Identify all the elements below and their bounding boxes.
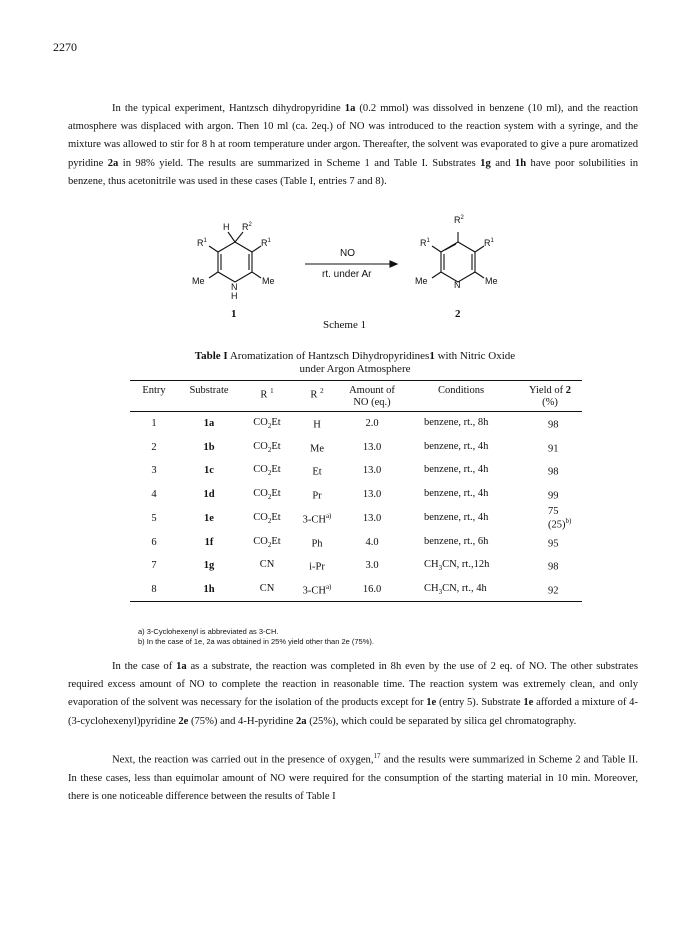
cell-r1: CN [259,582,275,594]
cell-amount: 13.0 [362,488,382,500]
cell-entry: 5 [151,512,157,524]
cell-r2: Pr [312,490,322,501]
cell-r2: Et [312,466,322,478]
header-r1: R $^1$ [260,387,274,401]
cell-entry: 7 [151,560,157,572]
cell-yield: 99 [548,490,559,501]
table-row [130,506,582,531]
cell-r1: $CO_2Et$ [253,464,281,478]
cell-yield: 91 [548,443,559,454]
cell-substrate: 1e [204,512,214,524]
cell-entry: 8 [151,583,157,595]
header-substrate: Substrate [189,385,229,396]
cell-amount: 13.0 [362,512,382,524]
page-number: 2270 [53,40,77,54]
cell-yield: 95 [548,538,559,549]
footnote-b: b) In the case of 1e, 2a was obtained in 25% yield other than 2e (75%). [138,637,374,646]
reagent-label: NO [340,248,355,259]
results-table [130,380,582,602]
table-row [130,578,582,602]
cell-r1: $CO_2Et$ [253,511,281,525]
compound-2-label: 2 [455,308,461,320]
header-yield: Yield of 2 (%) [529,385,571,408]
methyl-label-right: Me [262,276,275,286]
table-row [130,483,582,507]
cell-amount: 3.0 [365,560,379,572]
cell-substrate: 1d [203,488,215,500]
cell-conditions: benzene, rt., 6h [424,535,489,547]
table-title: Table I Aromatization of Hantzsch Dihydropyridines1 with Nitric Oxide under Argon Atmosphere [194,350,516,375]
table-row [130,531,582,555]
cell-r1: $CO_2Et$ [253,417,281,431]
header-r2: R $^2$ [310,387,324,401]
cell-substrate: 1c [204,465,214,477]
r1-label-right: $R^1$ [484,238,494,248]
table-row [130,412,582,436]
cell-substrate: 1f [204,536,214,548]
header-conditions: Conditions [437,385,485,396]
discussion-paragraph: In the case of 1a as a substrate, the reaction was completed in 8h even by the use of 2 eq. of NO. The other substrates required excess amount of NO to complete the reaction in reasonable time. The reaction system was extremely clean, and only evaporation of the solvent was necessary for the isolation of the products except for 1e (entry 5). Substrate 1e afforded a mixture of 4-(3-cyclohexenyl)pyridine 2e (75%) and 4-H-pyridine 2a (25%), which could be separated by silica gel chromatography. [68,661,638,727]
cell-amount: 13.0 [362,441,382,453]
cell-r2: H [313,419,321,431]
table-header-row [130,381,582,412]
cell-conditions: benzene, rt., 4h [424,464,489,476]
cell-conditions: benzene, rt., 4h [424,511,489,523]
r1-label-right: $R^1$ [261,238,271,248]
cell-conditions: benzene, rt., 8h [424,417,489,429]
intro-paragraph: In the typical experiment, Hantzsch dihydropyridine 1a (0.2 mmol) was dissolved in benzene (10 ml), and the reaction atmosphere was displaced with argon. Then 10 ml (ca. 2eq.) of NO was introduced to the reaction system with a syringe, and the mixture was allowed to stir for 8 h at room temperature under argon. Thereafter, the solvent was evaporated to give a pure aromatized pyridine 2a in 98% yield. The results are summarized in Scheme 1 and Table I. Substrates 1g and 1h have poor solubilities in benzene, thus acetonitrile was used in these cases (Table I, entries 7 and 8). [68,103,638,187]
cell-r2: 3-CH$^{a)}$ [302,582,332,596]
h-label: H [223,222,230,232]
cell-substrate: 1h [203,583,215,595]
conditions-label: rt. under Ar [322,269,372,280]
cell-r1: CN [259,559,275,571]
r2-label: $R^2$ [242,222,252,232]
methyl-label-left: Me [192,276,205,286]
cell-conditions: benzene, rt., 4h [424,440,489,452]
scheme-caption: Scheme 1 [323,319,367,331]
methyl-label-right: Me [485,276,498,286]
footnote-a: a) 3-Cyclohexenyl is abbreviated as 3-CH. [138,627,279,636]
header-amount: Amount of NO (eq.) [349,385,395,408]
cell-entry: 1 [151,418,157,430]
r2-label: $R^2$ [454,215,464,225]
r1-label-left: $R^1$ [420,238,430,248]
oxygen-paragraph: Next, the reaction was carried out in the presence of oxygen,$^{17}$ and the results were summarized in Scheme 2 and Table II. In these cases, less than equimolar amount of NO were required for the consumption of the starting material in 10 min. Moreover, there is one noticeable difference between the results of Table I [68,752,638,802]
cell-conditions: $CH_3CN$, rt., 4h [424,582,487,596]
cell-entry: 6 [151,536,157,548]
cell-r2: Me [310,443,324,454]
nitrogen-label: N [454,280,461,290]
table-row [130,436,582,460]
cell-r1: $CO_2Et$ [253,535,281,549]
cell-entry: 4 [151,488,157,500]
cell-conditions: benzene, rt., 4h [424,487,489,499]
cell-yield: 75 $(25)^{b)}$ [548,506,572,531]
cell-entry: 2 [151,441,157,453]
cell-yield: 98 [548,419,559,431]
cell-yield: 98 [548,561,559,573]
r1-label-left: $R^1$ [197,238,207,248]
methyl-label-left: Me [415,276,428,286]
cell-r2: 3-CH$^{a)}$ [302,511,332,525]
table-row [130,554,582,578]
cell-amount: 4.0 [365,536,379,548]
cell-substrate: 1g [203,560,215,572]
table-row [130,459,582,483]
cell-r1: $CO_2Et$ [253,440,281,454]
header-entry: Entry [142,385,166,396]
cell-amount: 2.0 [365,418,379,430]
cell-yield: 92 [548,585,559,596]
compound-1-label: 1 [231,308,237,320]
cell-substrate: 1a [203,418,215,430]
cell-entry: 3 [151,465,157,477]
nh-label: H [231,291,238,301]
cell-r2: Ph [311,538,323,549]
cell-r1: $CO_2Et$ [253,487,281,501]
cell-yield: 98 [548,466,559,478]
cell-conditions: $CH_3CN$, rt.,12h [424,559,490,573]
cell-substrate: 1b [203,441,215,453]
cell-r2: i-Pr [309,561,325,573]
reaction-scheme [190,212,520,332]
cell-amount: 13.0 [362,465,382,477]
cell-amount: 16.0 [362,583,382,595]
nitrogen-label: N [231,282,238,292]
